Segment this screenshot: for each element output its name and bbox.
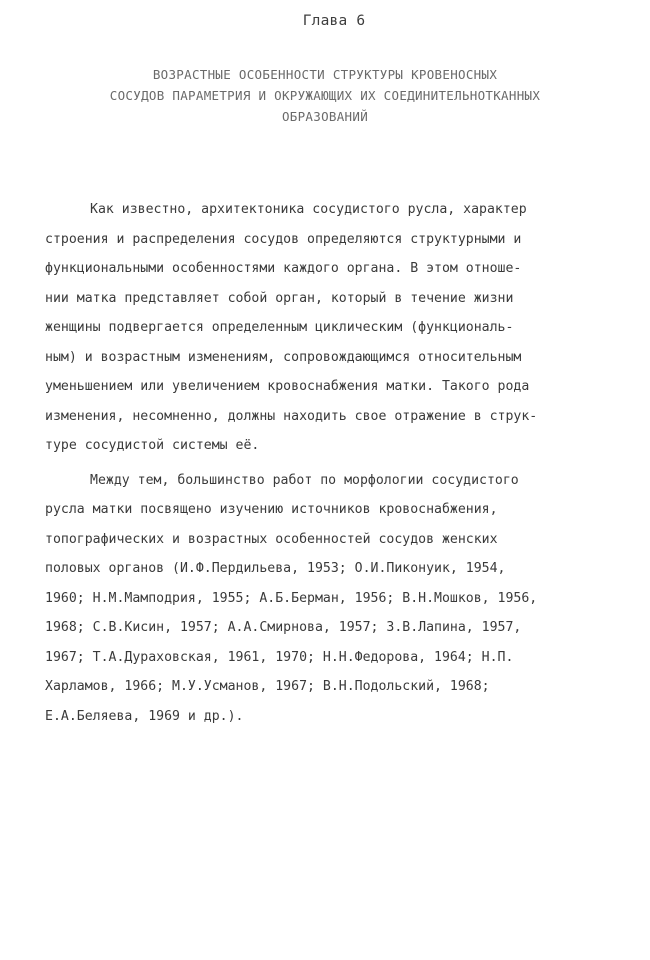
text-line: строения и распределения сосудов определяются структурными и <box>45 231 522 247</box>
text-line: уменьшением или увеличением кровоснабжения матки. Такого рода <box>45 379 530 394</box>
chapter-heading: Глава 6 <box>302 13 366 29</box>
text-line: Как известно, архитектоника сосудистого русла, характер <box>90 202 527 217</box>
text-line: Между тем, большинство работ по морфологии сосудистого <box>90 472 519 488</box>
text-line: 1968; С.В.Кисин, 1957; А.А.Смирнова, 1957; З.В.Лапина, 1957, <box>45 620 522 635</box>
text-line: туре сосудистой системы её. <box>45 438 260 453</box>
text-line: изменения, несомненно, должны находить свое отражение в струк- <box>45 408 538 424</box>
text-line: русла матки посвящено изучению источников кровоснабжения, <box>45 502 498 517</box>
title-line: СОСУДОВ ПАРАМЕТРИЯ И ОКРУЖАЮЩИХ ИХ СОЕДИНИТЕЛЬНОТКАННЫХ <box>109 88 541 103</box>
text-line: половых органов (И.Ф.Пердильева, 1953; О.И.Пиконуик, 1954, <box>45 561 506 576</box>
text-line: 1960; Н.М.Мамподрия, 1955; А.Б.Берман, 1956; В.Н.Мошков, 1956, <box>45 590 538 606</box>
paragraph-1 <box>45 195 615 461</box>
text-line: нии матка представляет собой орган, который в течение жизни <box>45 290 514 306</box>
chapter-title <box>0 64 650 127</box>
text-line: Харламов, 1966; М.У.Усманов, 1967; В.Н.Подольский, 1968; <box>45 679 490 694</box>
text-line: ным) и возрастным изменениям, сопровождающимся относительным <box>45 349 522 365</box>
body-text <box>45 195 615 731</box>
paragraph-2 <box>45 466 615 732</box>
title-line: ВОЗРАСТНЫЕ ОСОБЕННОСТИ СТРУКТУРЫ КРОВЕНОСНЫХ <box>152 67 498 82</box>
text-line: 1967; Т.А.Дураховская, 1961, 1970; Н.Н.Федорова, 1964; Н.П. <box>45 649 514 665</box>
text-line: топографических и возрастных особенностей сосудов женских <box>45 531 498 547</box>
text-line: Е.А.Беляева, 1969 и др.). <box>45 708 244 724</box>
text-line: функциональными особенностями каждого органа. В этом отноше- <box>45 261 522 276</box>
title-line: ОБРАЗОВАНИЙ <box>281 109 369 124</box>
text-line: женщины подвергается определенным циклическим (функциональ- <box>45 320 514 335</box>
